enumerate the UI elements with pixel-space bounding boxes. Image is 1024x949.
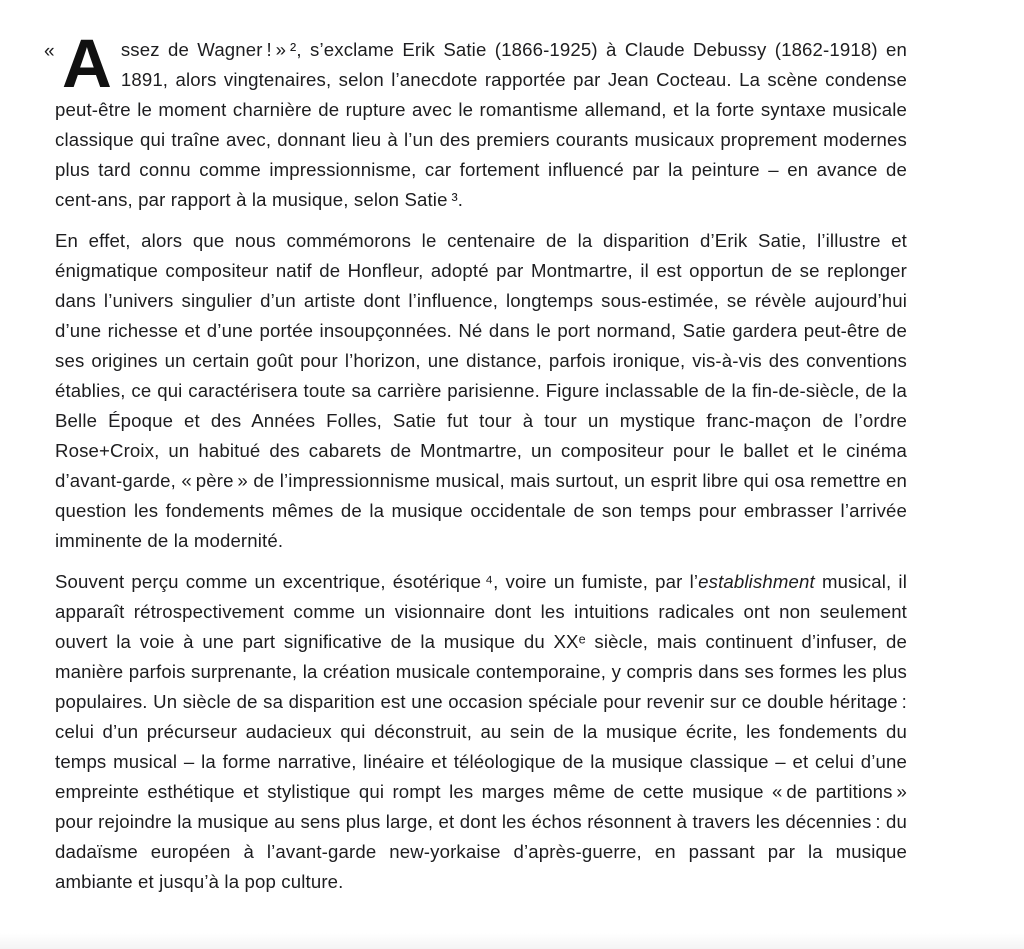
dropcap-letter: A	[62, 25, 110, 102]
paragraph-1-text: ssez de Wagner ! » ², s’exclame Erik Satie (1866-1925) à Claude Debussy (1862-1918) en 1891, alors vingtenaires, selon l’anecdote rapportée par Jean Cocteau. La scène condense peut-être le moment charnière de rupture avec le romantisme allemand, et la forte syntaxe musicale classique qui traîne avec, donnant lieu à l’un des premiers courants musicaux proprement modernes plus tard connu comme impressionnisme, car fortement influencé par la peinture – en avance de cent-ans, par rapport à la musique, selon Satie ³.	[55, 39, 907, 210]
paragraph-2-text: En effet, alors que nous commémorons le centenaire de la disparition d’Erik Satie, l’illustre et énigmatique compositeur natif de Honfleur, adopté par Montmartre, il est opportun de se replonger dans l’univers singulier d’un artiste dont l’influence, longtemps sous-estimée, se révèle aujourd’hui d’une richesse et d’une portée insoupçonnées. Né dans le port normand, Satie gardera peut-être de ses origines un certain goût pour l’horizon, une distance, parfois ironique, vis-à-vis des conventions établies, ce qui caractérisera toute sa carrière parisienne. Figure inclassable de la fin-de-siècle, de la Belle Époque et des Années Folles, Satie fut tour à tour un mystique franc-maçon de l’ordre Rose+Croix, un habitué des cabarets de Montmartre, un compositeur pour le ballet et le cinéma d’avant-garde, « père » de l’impressionnisme musical, mais surtout, un esprit libre qui osa remettre en question les fondements mêmes de la musique occidentale de son temps pour embrasser l’arrivée imminente de la modernité.	[55, 230, 907, 551]
bottom-page-fade	[0, 933, 1024, 949]
paragraph-2	[55, 226, 907, 556]
opening-guillemet: «	[44, 41, 55, 62]
paragraph-1	[44, 25, 907, 215]
establishment-italic-word: establishment	[698, 571, 815, 592]
paragraph-3-text-before-italic: Souvent perçu comme un excentrique, ésotérique ⁴, voire un fumiste, par l’	[55, 571, 699, 592]
paragraph-3	[55, 567, 907, 897]
paragraph-3-text-after-italic: musical, il apparaît rétrospectivement comme un visionnaire dont les intuitions radicales ont non seulement ouvert la voie à une part significative de la musique du XXᵉ siècle, mais continuent d’infuser, de manière parfois surprenante, la création musicale contemporaine, y compris dans ses formes les plus populaires. Un siècle de sa disparition est une occasion spéciale pour revenir sur ce double héritage : celui d’un précurseur audacieux qui déconstruit, au sein de la musique écrite, les fondements du temps musical – la forme narrative, linéaire et téléologique de la musique classique – et celui d’une empreinte esthétique et stylistique qui rompt les marges même de cette musique « de partitions » pour rejoindre la musique au sens plus large, et dont les échos résonnent à travers les décennies : du dadaïsme européen à l’avant-garde new-yorkaise d’après-guerre, en passant par la musique ambiante et jusqu’à la pop culture.	[55, 571, 907, 892]
